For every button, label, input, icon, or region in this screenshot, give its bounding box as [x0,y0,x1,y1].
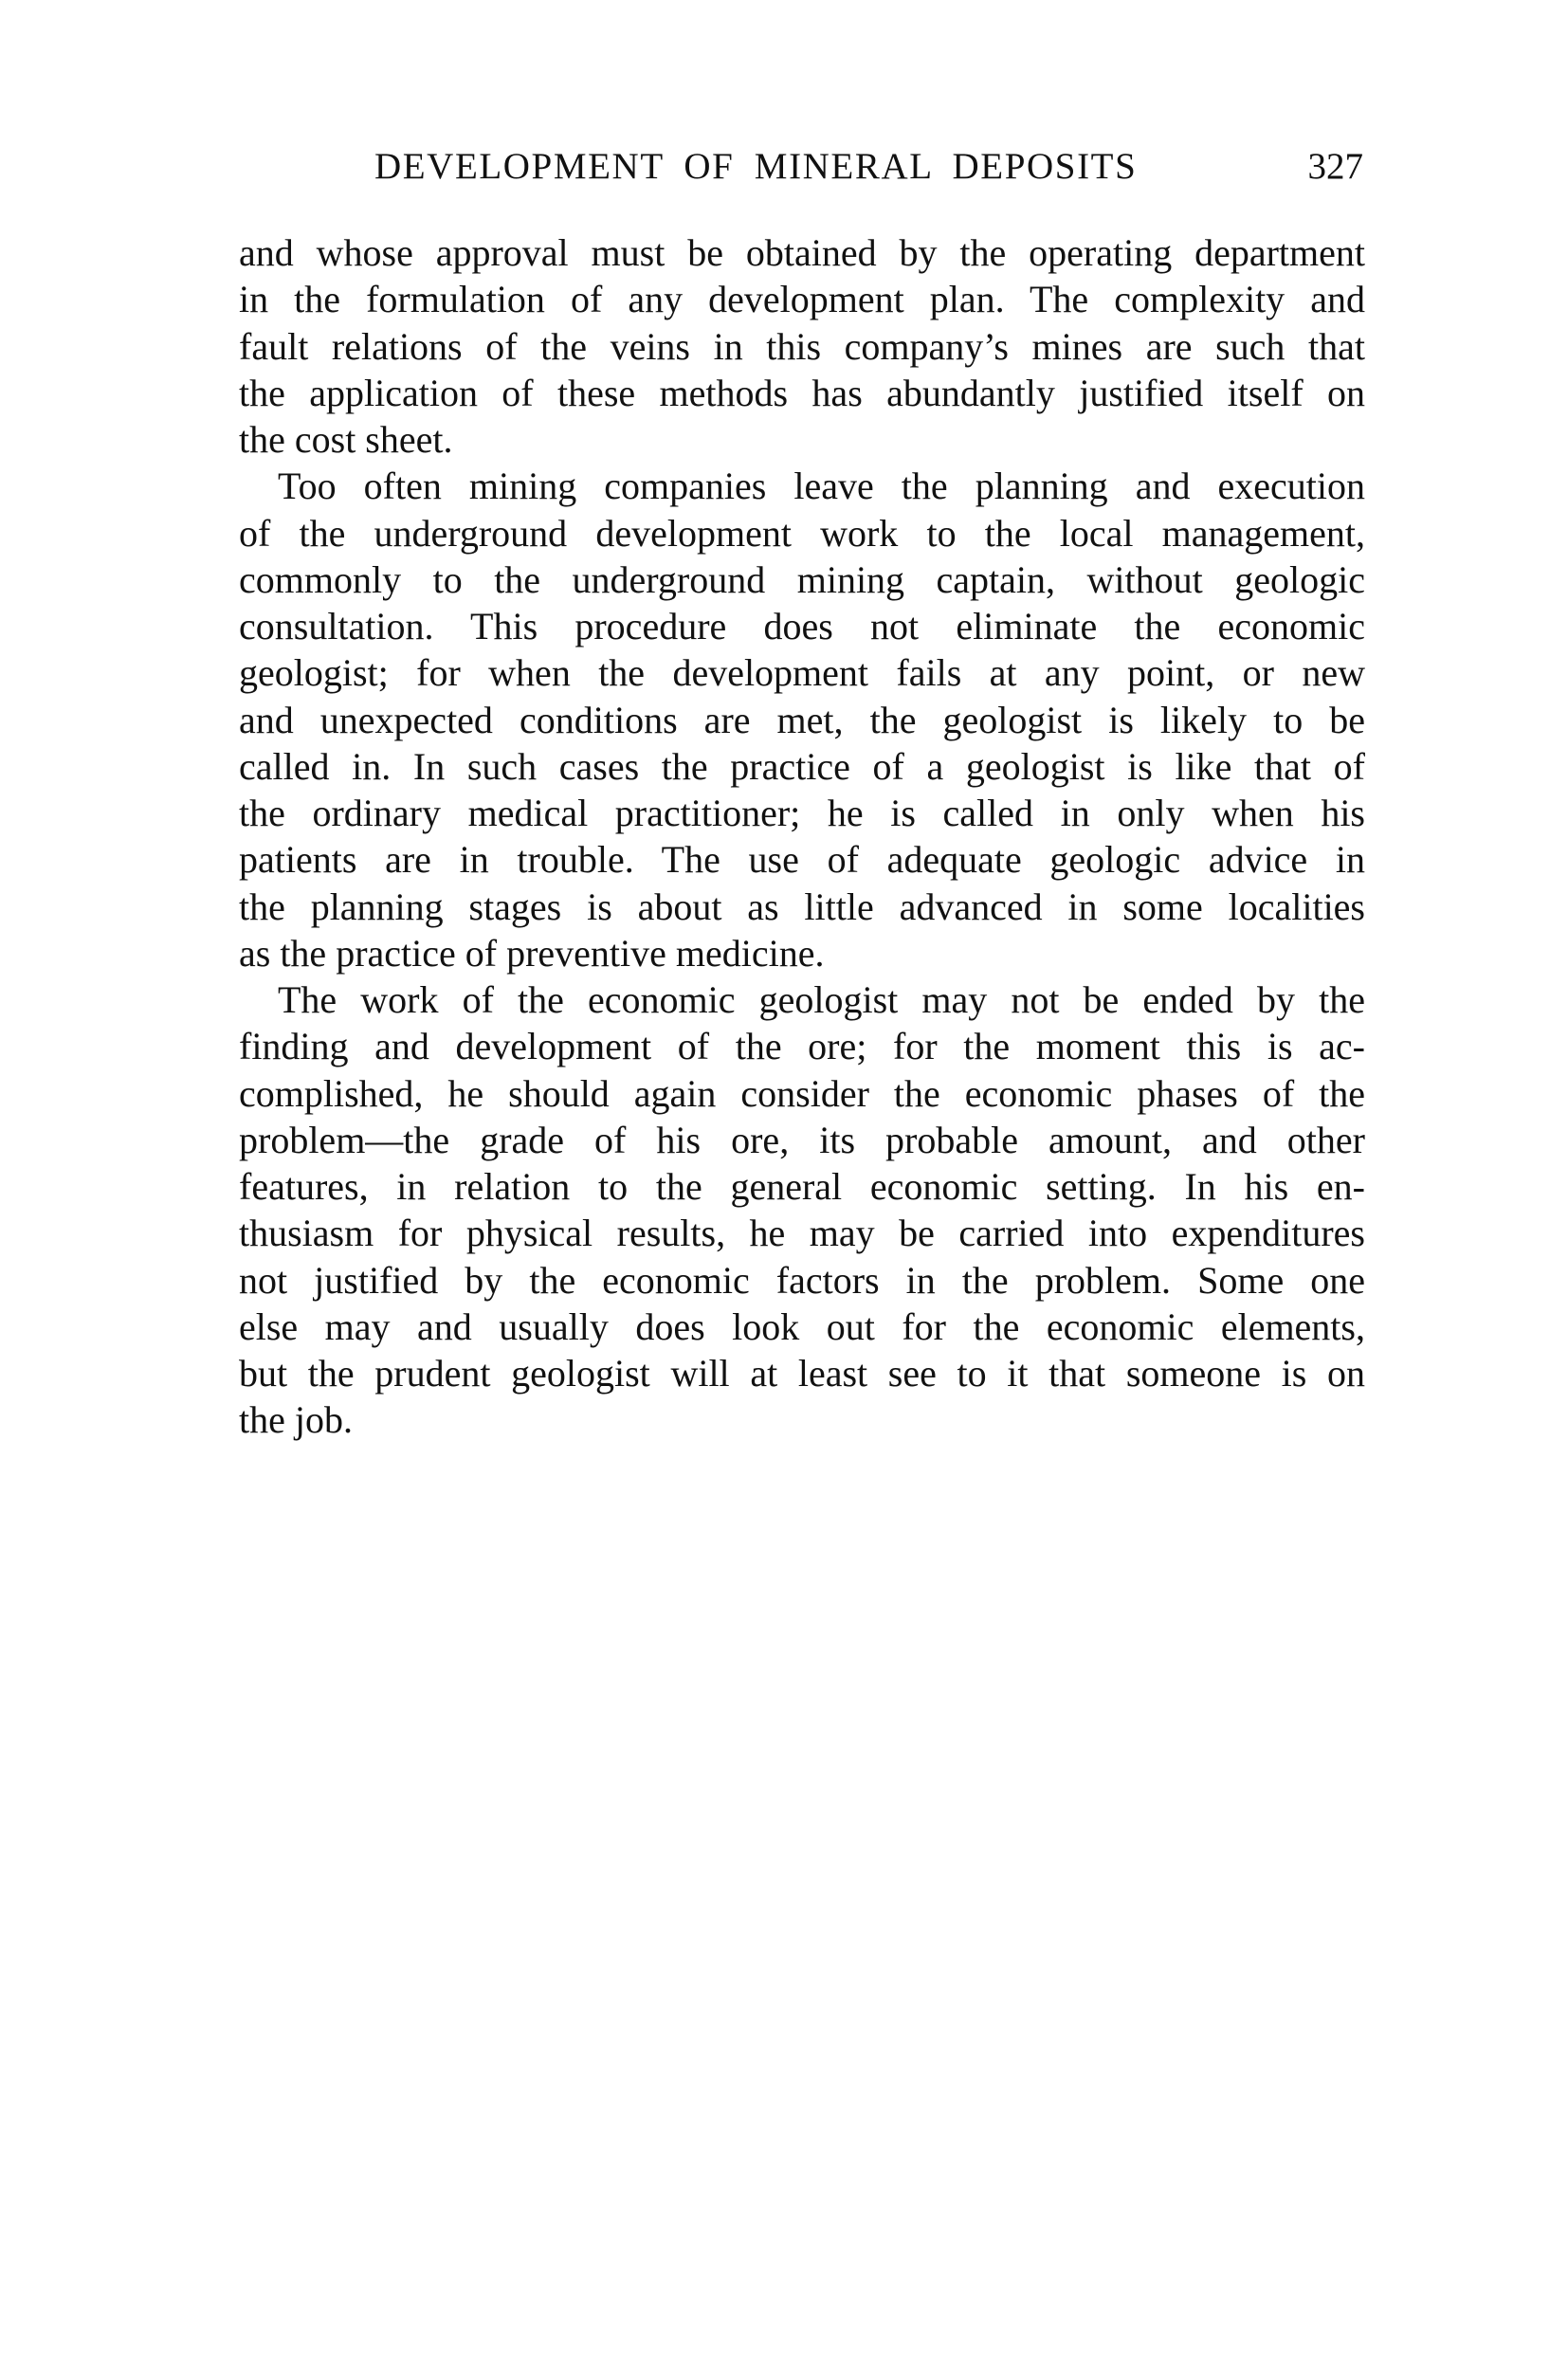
text-line: problem—the grade of his ore, its probable amount, and other [239,1118,1365,1161]
text-line: features, in relation to the general economic setting. In his en- [239,1165,1365,1208]
text-line: but the prudent geologist will at least see to it that someone is on [239,1352,1365,1395]
text-line: the cost sheet. [239,418,453,461]
text-line: the ordinary medical practitioner; he is called in only when his [239,792,1365,834]
text-line: the job. [239,1398,353,1442]
text-line: else may and usually does look out for the economic elements, [239,1304,1365,1348]
text-line: geologist; for when the development fails at any point, or new [239,651,1365,695]
text-line: fault relations of the veins in this company’s mines are such that [239,324,1365,368]
text-line: commonly to the underground mining captain, without geologic [239,557,1365,601]
text-line: the planning stages is about as little advanced in some localities [239,885,1365,928]
text-line: not justified by the economic factors in the problem. Some one [239,1258,1365,1302]
text-line: and unexpected conditions are met, the geologist is likely to be [239,698,1365,741]
text-line: finding and development of the ore; for the moment this is ac- [239,1025,1365,1068]
text-line: as the practice of preventive medicine. [239,931,825,975]
text-line: consultation. This procedure does not eliminate the economic [239,605,1365,647]
text-line: thusiasm for physical results, he may be carried into expenditures [239,1212,1365,1255]
paragraph [239,229,1365,463]
page-number: 327 [1307,146,1363,187]
text-line: Too often mining companies leave the planning and execution [278,465,1365,508]
paragraph [239,463,1365,976]
body-text [239,229,1365,1444]
text-line: The work of the economic geologist may not be ended by the [278,978,1365,1021]
text-line: of the underground development work to the local management, [239,511,1365,555]
text-line: patients are in trouble. The use of adequate geologic advice in [239,838,1365,882]
paragraph [239,976,1365,1444]
running-head [239,144,1365,190]
text-line: complished, he should again consider the economic phases of the [239,1071,1365,1115]
text-line: in the formulation of any development plan. The complexity and [239,278,1365,321]
text-line: and whose approval must be obtained by the operating department [239,231,1365,274]
text-line: called in. In such cases the practice of a geologist is like that of [239,744,1365,788]
text-line: the application of these methods has abundantly justified itself on [239,371,1365,414]
running-head-title: DEVELOPMENT OF MINERAL DEPOSITS [374,146,1138,187]
